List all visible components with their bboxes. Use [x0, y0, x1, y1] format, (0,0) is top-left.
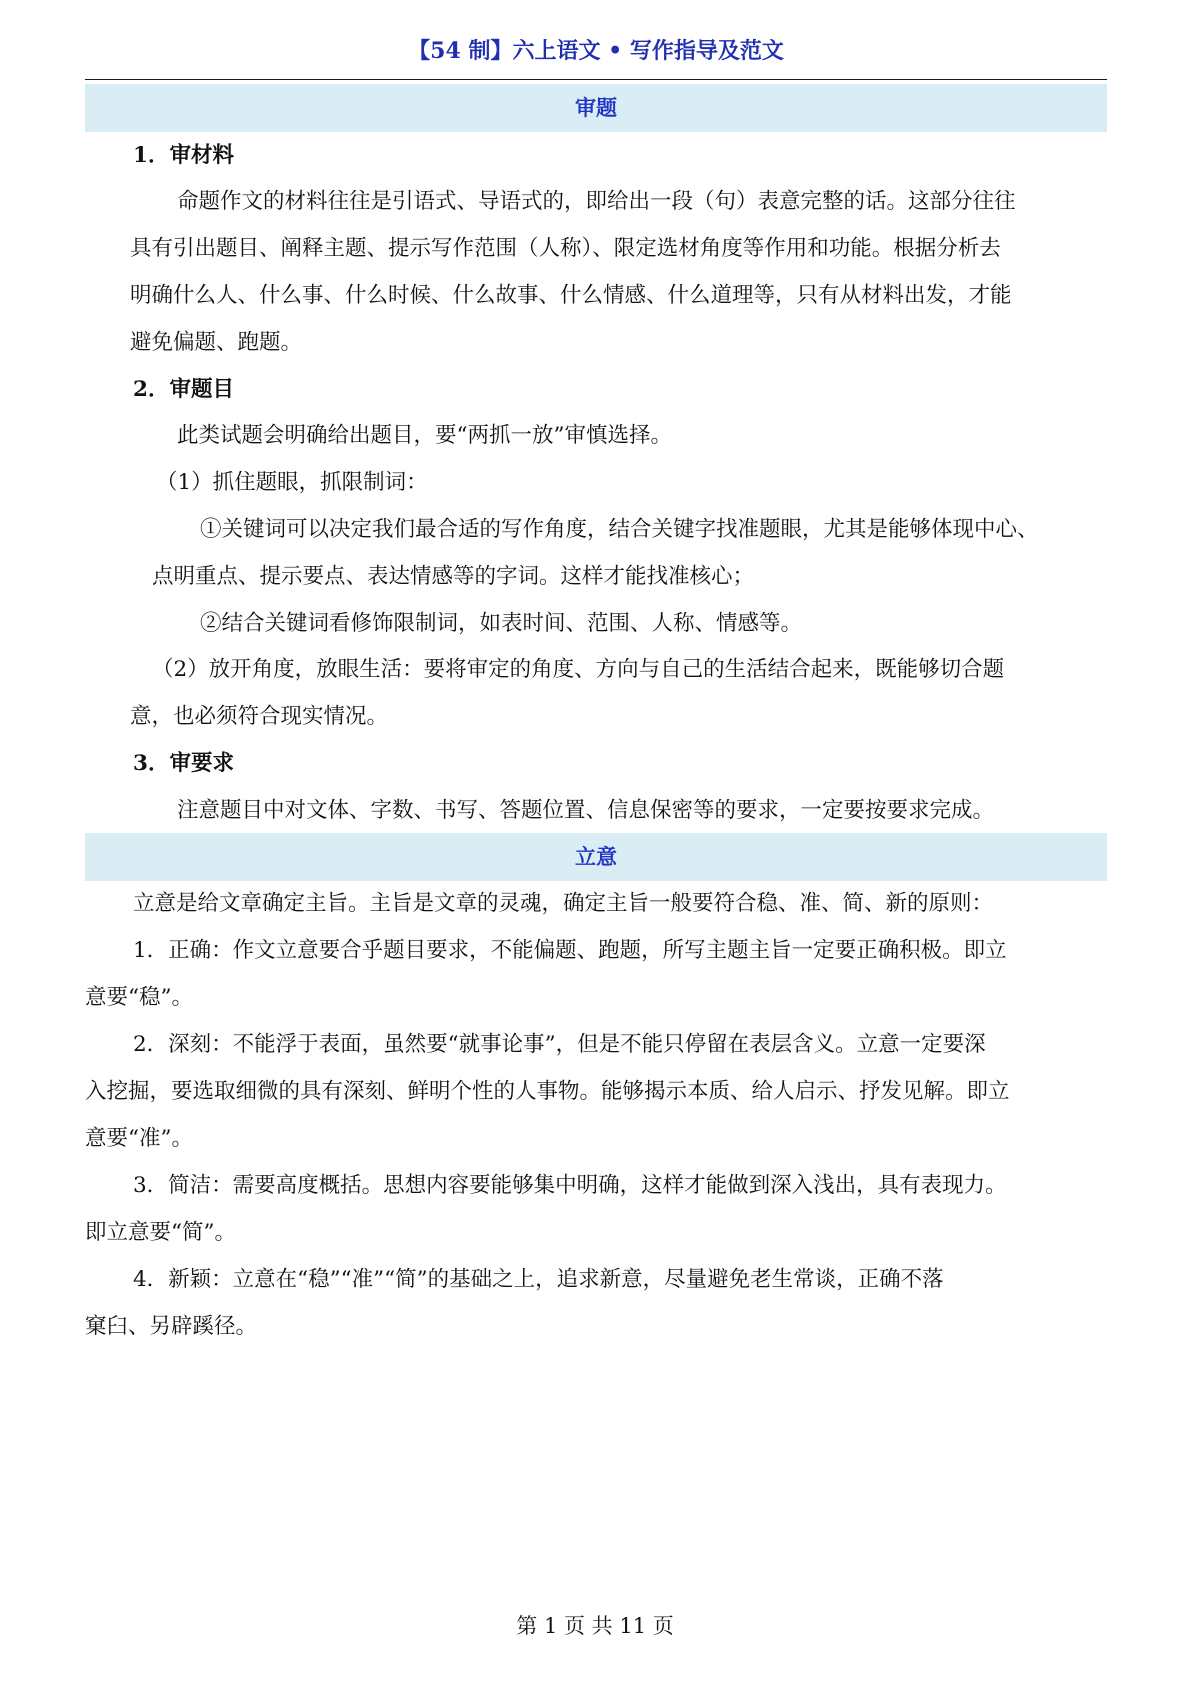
section-heading-shenti: 审题 — [85, 84, 1107, 132]
paragraph-line: 1．正确：作文立意要合乎题目要求，不能偏题、跑题，所写主题主旨一定要正确积极。即立 — [133, 938, 1007, 963]
list-item-line: （2）放开角度，放眼生活：要将审定的角度、方向与自己的生活结合起来，既能够切合题 — [152, 657, 1005, 682]
section-heading-liyi: 立意 — [85, 833, 1107, 881]
paragraph-line: 3．简洁：需要高度概括。思想内容要能够集中明确，这样才能做到深入浅出，具有表现力。 — [133, 1173, 1007, 1198]
paragraph-line: 此类试题会明确给出题目，要“两抓一放”审慎选择。 — [177, 423, 672, 448]
list-item-line: ①关键词可以决定我们最合适的写作角度，结合关键字找准题眼，尤其是能够体现中心、 — [200, 517, 1039, 542]
paragraph-line: 意要“稳”。 — [85, 985, 193, 1010]
paragraph-line: 2．深刻：不能浮于表面，虽然要“就事论事”，但是不能只停留在表层含义。立意一定要深 — [133, 1032, 986, 1057]
paragraph-line: 命题作文的材料往往是引语式、导语式的，即给出一段（句）表意完整的话。这部分往往 — [177, 189, 1016, 214]
list-item-line: ②结合关键词看修饰限制词，如表时间、范围、人称、情感等。 — [200, 611, 803, 636]
page-header-title: 【54 制】六上语文 • 写作指导及范文 — [408, 38, 784, 64]
paragraph-line: 具有引出题目、阐释主题、提示写作范围（人称）、限定选材角度等作用和功能。根据分析去 — [130, 236, 1001, 261]
subheading-shen-cailiao: 1．审材料 — [133, 143, 234, 168]
list-item-line: 点明重点、提示要点、表达情感等的字词。这样才能找准核心； — [152, 564, 755, 589]
paragraph-line: 明确什么人、什么事、什么时候、什么故事、什么情感、什么道理等，只有从材料出发，才能 — [130, 283, 1012, 308]
paragraph-line: 避免偏题、跑题。 — [130, 330, 303, 355]
header-divider — [85, 79, 1107, 80]
paragraph-line: 4．新颖：立意在“稳”“准”“简”的基础之上，追求新意，尽量避免老生常谈，正确不落 — [133, 1267, 944, 1292]
list-item-line: 意，也必须符合现实情况。 — [130, 704, 389, 729]
subheading-shen-yaoqiu: 3．审要求 — [133, 751, 234, 776]
paragraph-line: 立意是给文章确定主旨。主旨是文章的灵魂，确定主旨一般要符合稳、准、简、新的原则： — [133, 891, 994, 916]
subheading-shen-timu: 2．审题目 — [133, 377, 234, 402]
paragraph-line: 窠臼、另辟蹊径。 — [85, 1314, 258, 1339]
paragraph-line: 意要“准”。 — [85, 1126, 193, 1151]
list-item-line: （1）抓住题眼，抓限制词： — [156, 470, 428, 495]
paragraph-line: 即立意要“简”。 — [85, 1220, 236, 1245]
paragraph-line: 注意题目中对文体、字数、书写、答题位置、信息保密等的要求，一定要按要求完成。 — [177, 798, 995, 823]
page-number: 第 1 页 共 11 页 — [516, 1614, 674, 1638]
paragraph-line: 入挖掘，要选取细微的具有深刻、鲜明个性的人事物。能够揭示本质、给人启示、抒发见解。即立 — [85, 1079, 1010, 1104]
